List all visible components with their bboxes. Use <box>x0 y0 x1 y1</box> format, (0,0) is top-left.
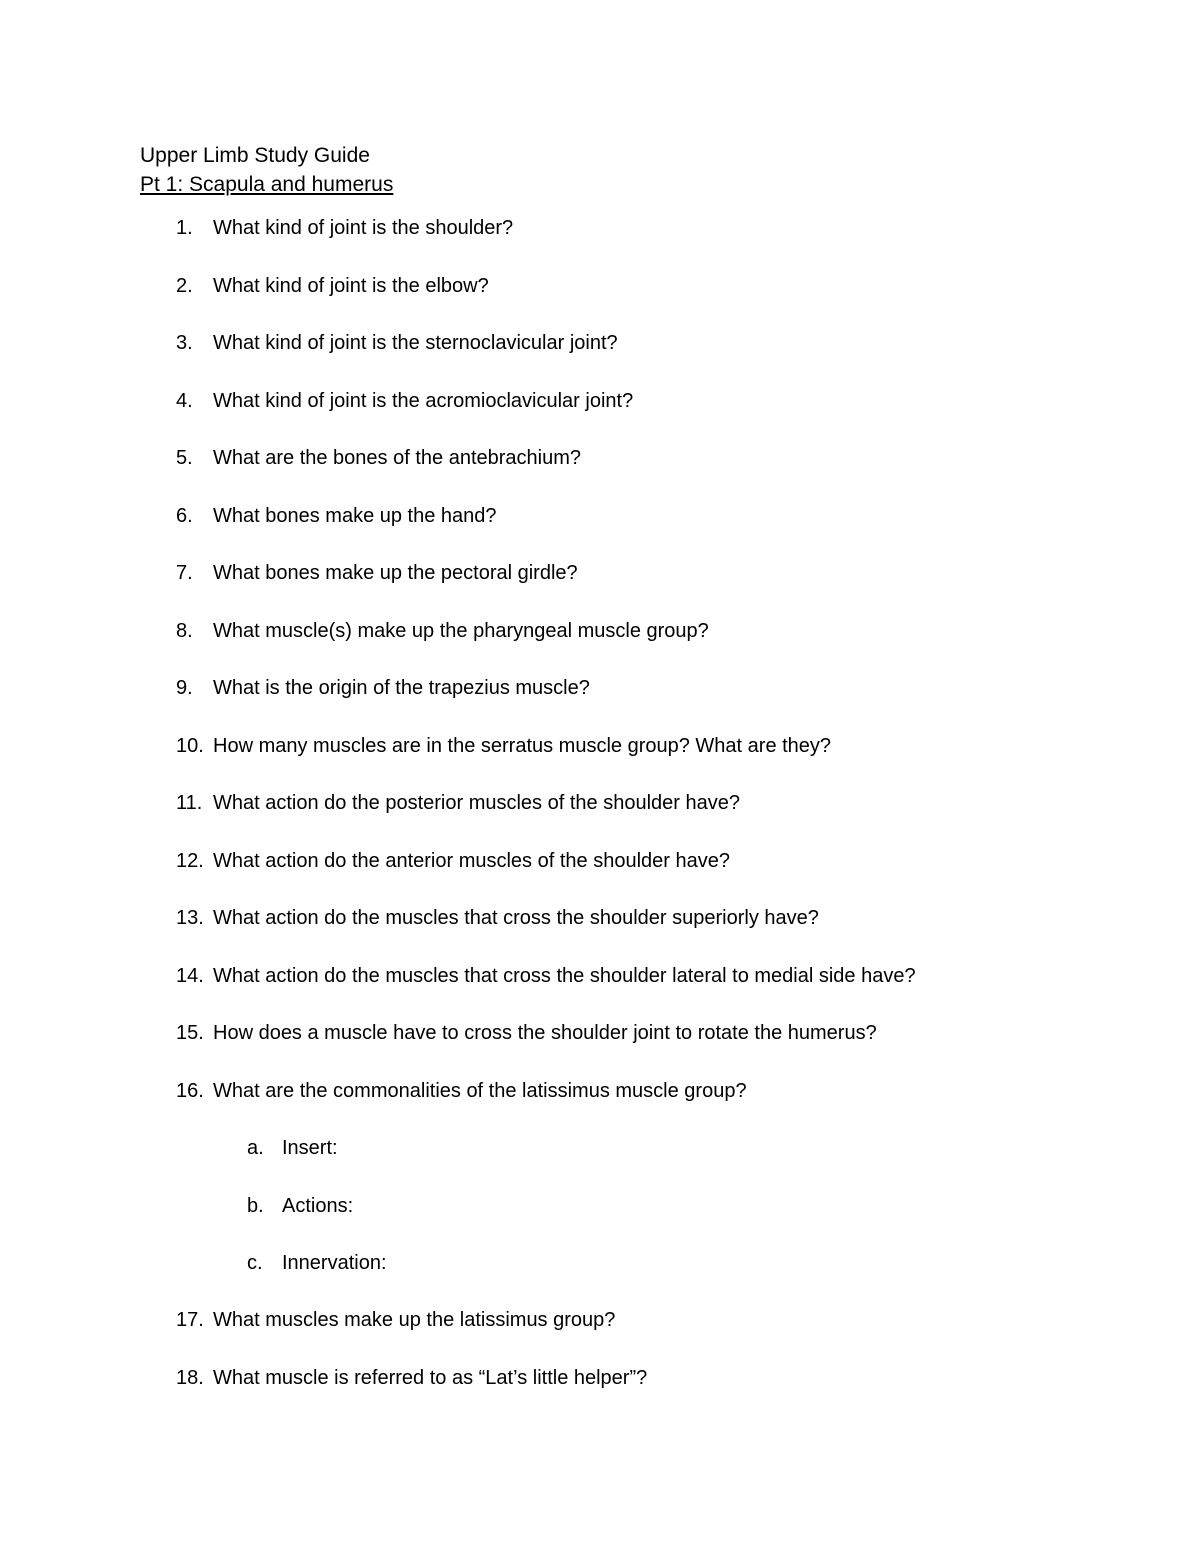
question-number: 10. <box>176 735 204 757</box>
question-text: What action do the muscles that cross the shoulder lateral to medial side have? <box>213 965 916 987</box>
question-number: 18. <box>176 1367 204 1389</box>
question-text: What kind of joint is the acromioclavicular joint? <box>213 390 634 412</box>
question-15 <box>176 1019 877 1047</box>
question-text: What bones make up the pectoral girdle? <box>213 562 578 584</box>
question-number: 12. <box>176 850 204 872</box>
question-text: How many muscles are in the serratus muscle group? What are they? <box>213 735 832 757</box>
question-13 <box>176 904 819 932</box>
question-text: What bones make up the hand? <box>213 505 497 527</box>
question-text: What action do the muscles that cross the shoulder superiorly have? <box>213 907 819 929</box>
question-number: 9. <box>176 677 193 699</box>
document-title: Upper Limb Study Guide <box>140 144 370 167</box>
question-number: 3. <box>176 332 193 354</box>
question-text: What kind of joint is the sternoclavicular joint? <box>213 332 618 354</box>
question-number: 2. <box>176 275 193 297</box>
question-number: 6. <box>176 505 193 527</box>
section-heading: Pt 1: Scapula and humerus <box>140 173 394 196</box>
question-number: 14. <box>176 965 204 987</box>
question-6 <box>176 502 497 530</box>
subitem-text: Innervation: <box>282 1252 387 1274</box>
question-1 <box>176 214 513 242</box>
question-text: What muscle is referred to as “Lat’s little helper”? <box>213 1367 648 1389</box>
question-8 <box>176 617 709 645</box>
question-text: What muscles make up the latissimus group? <box>213 1309 616 1331</box>
question-text: What kind of joint is the shoulder? <box>213 217 514 239</box>
subitem-text: Actions: <box>282 1195 354 1217</box>
question-3 <box>176 329 618 357</box>
question-number: 13. <box>176 907 204 929</box>
question-7 <box>176 559 578 587</box>
question-number: 17. <box>176 1309 204 1331</box>
question-number: 7. <box>176 562 193 584</box>
subitem-letter: c. <box>247 1252 263 1274</box>
question-2 <box>176 272 489 300</box>
question-12 <box>176 847 730 875</box>
subitem-letter: b. <box>247 1195 264 1217</box>
question-text: How does a muscle have to cross the shoulder joint to rotate the humerus? <box>213 1022 877 1044</box>
question-14 <box>176 962 916 990</box>
question-18 <box>176 1364 647 1392</box>
question-number: 5. <box>176 447 193 469</box>
subitem-b <box>247 1192 353 1220</box>
question-text: What is the origin of the trapezius muscle? <box>213 677 590 699</box>
question-number: 16. <box>176 1080 204 1102</box>
question-11 <box>176 789 740 817</box>
question-number: 11. <box>176 792 203 814</box>
question-number: 1. <box>176 217 193 239</box>
question-text: What action do the anterior muscles of the shoulder have? <box>213 850 730 872</box>
question-text: What are the bones of the antebrachium? <box>213 447 582 469</box>
question-5 <box>176 444 581 472</box>
question-16 <box>176 1077 747 1105</box>
question-number: 4. <box>176 390 193 412</box>
question-text: What kind of joint is the elbow? <box>213 275 489 297</box>
question-17 <box>176 1306 615 1334</box>
question-text: What action do the posterior muscles of the shoulder have? <box>213 792 740 814</box>
subitem-a <box>247 1134 338 1162</box>
question-9 <box>176 674 590 702</box>
subitem-c <box>247 1249 387 1277</box>
question-text: What muscle(s) make up the pharyngeal muscle group? <box>213 620 709 642</box>
subitem-text: Insert: <box>282 1137 338 1159</box>
question-number: 15. <box>176 1022 204 1044</box>
question-number: 8. <box>176 620 193 642</box>
question-text: What are the commonalities of the latissimus muscle group? <box>213 1080 747 1102</box>
subitem-letter: a. <box>247 1137 264 1159</box>
question-10 <box>176 732 831 760</box>
question-4 <box>176 387 633 415</box>
